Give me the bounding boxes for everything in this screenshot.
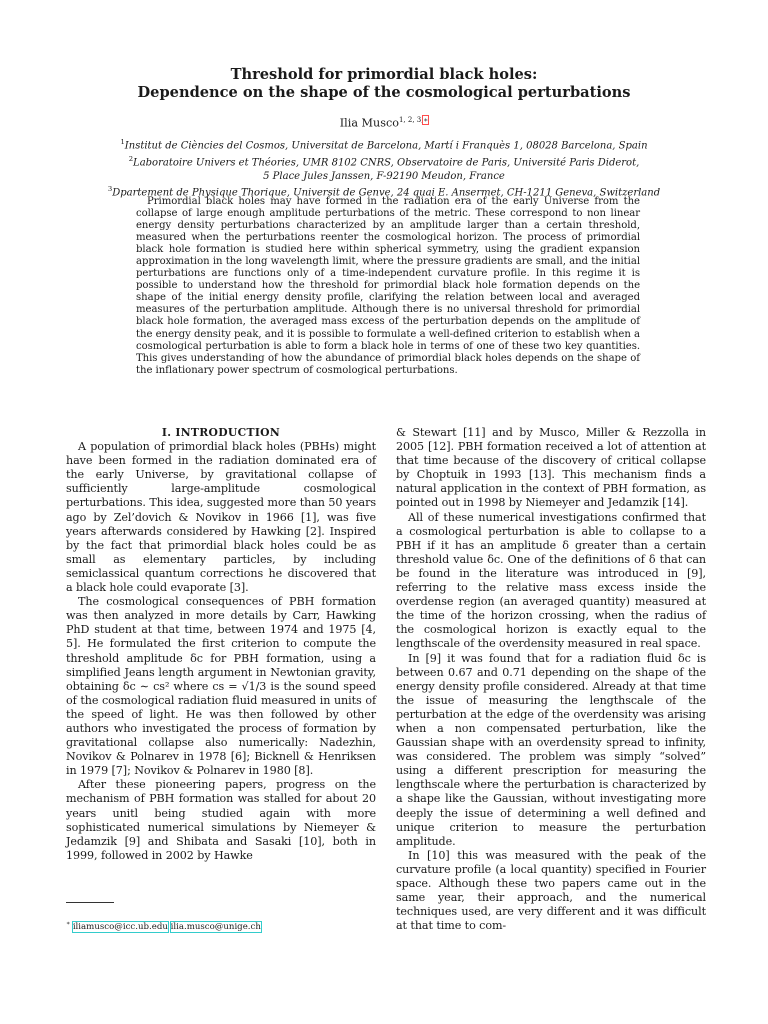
abstract [136, 196, 640, 377]
affiliation-2: $^2$Laboratoire Univers et Théories, UMR 8102 CNRS, Observatoire de Paris, Université Paris Diderot, [128, 154, 640, 169]
author-name: Ilia Musco [339, 116, 399, 130]
author-line [0, 116, 768, 130]
paragraph: In [9] it was found that for a radiation fluid δc is between 0.67 and 0.71 depending on the shape of the energy density profile considered. Already at that time the issue of measuring the lengthscale of the perturbation at the edge of the overdensity was arising when a non compensated perturbation, like the Gaussian shape with an overdensity spread to infinity, was considered. The problem was simply “solved” using a different prescription for measuring the lengthscale where the perturbation is characterized by a shape like the Gaussian, without investigating more deeply the issue of determining a well defined and unique criterion to measure the perturbation amplitude. [396, 651, 706, 848]
abstract-text: Primordial black holes may have formed in the radiation era of the early Universe from the collapse of large enough amplitude perturbations of the metric. These correspond to non linear energy density perturbations characterized by an amplitude larger than a certain threshold, measured when the perturbations reenter the cosmological horizon. The process of primordial black hole formation is studied here within spherical symmetry, using the gradient expansion approximation in the long wavelength limit, where the pressure gradients are small, and the initial perturbations are functions only of a time-independent curvature profile. In this regime it is possible to understand how the threshold for primordial black hole formation depends on the shape of the initial energy density profile, clarifying the relation between local and averaged measures of the perturbation amplitude. Although there is no universal threshold for primordial black hole formation, the averaged mass excess of the perturbation depends on the amplitude of the energy density peak, and it is possible to formulate a well-defined criterion to establish when a cosmological perturbation is able to form a black hole in terms of one of these two key quantities. This gives understanding of how the abundance of primordial black holes depends on the shape of the inflationary power spectrum of cosmological perturbations. [136, 196, 640, 376]
email-link-1[interactable]: iliamusco@icc.ub.edu [72, 921, 168, 932]
paragraph: & Stewart [11] and by Musco, Miller & Rezzolla in 2005 [12]. PBH formation received a lot of attention at that time because of the discovery of critical collapse by Choptuik in 1993 [13]. This mechanism finds a natural application in the context of PBH formation, as pointed out in 1998 by Niemeyer and Jedamzik [14]. [396, 426, 706, 510]
footnote [66, 920, 261, 932]
affiliation-2-cont: 5 Place Jules Janssen, F-92190 Meudon, France [263, 170, 505, 182]
footnote-mark: ∗ [66, 920, 71, 927]
affiliation-3: $^3$Dpartement de Physique Thorique, Universit de Genve, 24 quai E. Ansermet, CH-1211 Geneva, Switzerland [107, 185, 661, 199]
author-footnote-link[interactable]: ∗ [423, 116, 429, 124]
section-heading: I. INTRODUCTION [161, 426, 281, 439]
affiliation-1: $^1$Institut de Ciències del Cosmos, Universitat de Barcelona, Martí i Franquès 1, 08028 Barcelona, Spain [120, 138, 648, 152]
footnote-rule [66, 902, 114, 903]
paragraph: In [10] this was measured with the peak of the curvature profile (a local quantity) specified in Fourier space. Although these two papers came out in the same year, their approach, and the numerical techniques used, are very different and it was difficult at that time to com- [396, 848, 706, 933]
affiliations [0, 136, 768, 200]
paragraph: A population of primordial black holes (PBHs) might have been formed in the radiation dominated era of the early Universe, by gravitational collapse of sufficiently large-amplitude cosmological perturbations. This idea, suggested more than 50 years ago by Zel’dovich & Novikov in 1966 [1], was five years afterwards considered by Hawking [2]. Inspired by the fact that primordial black holes could be as small as elementary particles, by including semiclassical quantum corrections he discovered that a black hole could evaporate [3]. [66, 440, 376, 595]
paper-title [0, 66, 768, 102]
email-link-2[interactable]: ilia.musco@unige.ch [170, 921, 261, 932]
paragraph: The cosmological consequences of PBH formation was then analyzed in more details by Carr, Hawking PhD student at that time, between 1974 and 1975 [4, 5]. He formulated the first criterion to compute the threshold amplitude δc for PBH formation, using a simplified Jeans length argument in Newtonian gravity, obtaining δc ∼ cs² where cs = √1/3 is the sound speed of the cosmological radiation fluid measured in units of the speed of light. He was then followed by other authors who investigated the process of formation by gravitational collapse also numerically: Nadezhin, Novikov & Polnarev in 1978 [6]; Bicknell & Henriksen in 1979 [7]; Novikov & Polnarev in 1980 [8]. [66, 595, 376, 778]
author-affil-marks: 1, 2, 3, [398, 116, 424, 124]
paragraph: After these pioneering papers, progress on the mechanism of PBH formation was stalled for about 20 years unitl being studied again with more sophisticated numerical simulations by Niemeyer & Jedamzik [9] and Shibata and Sasaki [10], both in 1999, followed in 2002 by Hawke [66, 778, 376, 862]
title-line-1: Threshold for primordial black holes: [230, 66, 538, 83]
left-column [66, 426, 376, 863]
paragraph: All of these numerical investigations confirmed that a cosmological perturbation is able to collapse to a PBH if it has an amplitude δ greater than a certain threshold value δc. One of the definitions of δ that can be found in the literature was introduced in [9], referring to the relative mass excess inside the overdense region (an averaged quantity) measured at the time of the horizon crossing, when the radius of the cosmological horizon is exactly equal to the lengthscale of the overdensity measured in real space. [396, 510, 706, 651]
title-line-2: Dependence on the shape of the cosmological perturbations [137, 84, 631, 101]
right-column [396, 426, 706, 933]
